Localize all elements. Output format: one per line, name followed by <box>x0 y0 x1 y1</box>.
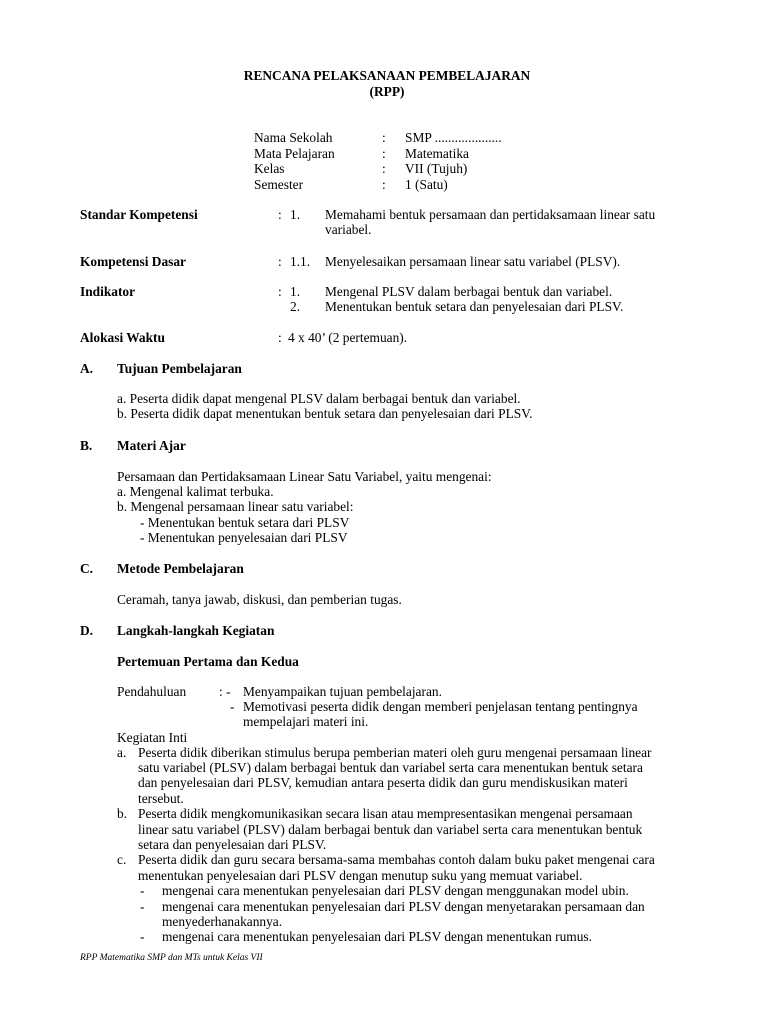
identity-sep: : <box>382 146 386 161</box>
alokasi-text: 4 x 40’ (2 pertemuan). <box>288 330 408 345</box>
alokasi-sep: : <box>278 330 282 345</box>
section-letter: C. <box>80 561 94 576</box>
list-letter: b. <box>117 806 128 821</box>
identity-value: SMP .................... <box>405 130 502 145</box>
indikator-label: Indikator <box>80 284 136 299</box>
section-title: Materi Ajar <box>117 438 186 453</box>
sub-list-item: - Menentukan penyelesaian dari PLSV <box>140 530 348 545</box>
list-item: b. Peserta didik dapat menentukan bentuk setara dan penyelesaian dari PLSV. <box>117 406 533 421</box>
indikator-text: Menentukan bentuk setara dan penyelesaian dari PLSV. <box>325 299 624 314</box>
list-line: Peserta didik mengkomunikasikan secara lisan atau mempresentasikan mengenai persamaan <box>138 806 633 821</box>
identity-label: Kelas <box>254 161 285 176</box>
list-item: b. Mengenal persamaan linear satu variabel: <box>117 499 354 514</box>
kd-text: Menyelesaikan persamaan linear satu variabel (PLSV). <box>325 254 621 269</box>
list-line: Peserta didik dan guru secara bersama-sama membahas contoh dalam buku paket mengenai cara <box>138 852 655 867</box>
list-letter: a. <box>117 745 127 760</box>
section-letter: A. <box>80 361 94 376</box>
kd-label: Kompetensi Dasar <box>80 254 187 269</box>
paragraph: Ceramah, tanya jawab, diskusi, dan pemberian tugas. <box>117 592 402 607</box>
section-subtitle: Pertemuan Pertama dan Kedua <box>117 654 299 669</box>
list-line: tersebut. <box>138 791 184 806</box>
indikator-sep: : <box>278 284 282 299</box>
doc-title: RENCANA PELAKSANAAN PEMBELAJARAN <box>243 68 531 83</box>
identity-sep: : <box>382 177 386 192</box>
list-line: menentukan penyelesaian dari PLSV dengan menutup suku yang memuat variabel. <box>138 868 583 883</box>
kegiatan-inti-label: Kegiatan Inti <box>117 730 188 745</box>
doc-subtitle: (RPP) <box>369 84 405 99</box>
indikator-num: 1. <box>290 284 301 299</box>
pendahuluan-item: Menyampaikan tujuan pembelajaran. <box>243 684 442 699</box>
list-item: a. Mengenal kalimat terbuka. <box>117 484 274 499</box>
section-letter: D. <box>80 623 94 638</box>
pendahuluan-item: Memotivasi peserta didik dengan memberi penjelasan tentang pentingnya <box>243 699 638 714</box>
sk-label: Standar Kompetensi <box>80 207 198 222</box>
pendahuluan-sep: : - <box>219 684 231 699</box>
kd-sep: : <box>278 254 282 269</box>
list-line: setara dan penyelesaian dari PLSV. <box>138 837 327 852</box>
bullet-dash: - <box>140 899 145 914</box>
sk-sep: : <box>278 207 282 222</box>
sk-num: 1. <box>290 207 301 222</box>
page-footer: RPP Matematika SMP dan MTs untuk Kelas VII <box>80 953 263 963</box>
sk-text: variabel. <box>325 222 372 237</box>
bullet-line: mengenai cara menentukan penyelesaian dari PLSV dengan menggunakan model ubin. <box>162 883 629 898</box>
pendahuluan-label: Pendahuluan <box>117 684 187 699</box>
indikator-num: 2. <box>290 299 301 314</box>
identity-value: 1 (Satu) <box>405 177 448 192</box>
alokasi-label: Alokasi Waktu <box>80 330 165 345</box>
kd-num: 1.1. <box>290 254 311 269</box>
identity-value: VII (Tujuh) <box>405 161 468 176</box>
pendahuluan-dash: - <box>230 699 235 714</box>
section-letter: B. <box>80 438 93 453</box>
section-title: Langkah-langkah Kegiatan <box>117 623 275 638</box>
identity-label: Mata Pelajaran <box>254 146 335 161</box>
section-title: Tujuan Pembelajaran <box>117 361 242 376</box>
bullet-line: menyederhanakannya. <box>162 914 283 929</box>
paragraph: Persamaan dan Pertidaksamaan Linear Satu Variabel, yaitu mengenai: <box>117 469 492 484</box>
list-line: dan penyelesaian dari PLSV, kemudian antara peserta didik dan guru mendiskusikan materi <box>138 775 628 790</box>
list-line: satu variabel (PLSV) dalam berbagai bentuk dan variabel serta cara menentukan bentuk setara <box>138 760 643 775</box>
bullet-line: mengenai cara menentukan penyelesaian dari PLSV dengan menyetarakan persamaan dan <box>162 899 645 914</box>
bullet-dash: - <box>140 929 145 944</box>
list-line: Peserta didik diberikan stimulus berupa pemberian materi oleh guru mengenai persamaan linear <box>138 745 652 760</box>
section-title: Metode Pembelajaran <box>117 561 244 576</box>
sub-list-item: - Menentukan bentuk setara dari PLSV <box>140 515 350 530</box>
identity-value: Matematika <box>405 146 469 161</box>
list-letter: c. <box>117 852 127 867</box>
list-line: linear satu variabel (PLSV) dalam berbagai bentuk dan variabel serta cara menentukan bentuk <box>138 822 643 837</box>
identity-label: Nama Sekolah <box>254 130 333 145</box>
bullet-dash: - <box>140 883 145 898</box>
sk-text: Memahami bentuk persamaan dan pertidaksamaan linear satu <box>325 207 656 222</box>
identity-label: Semester <box>254 177 304 192</box>
list-item: a. Peserta didik dapat mengenal PLSV dalam berbagai bentuk dan variabel. <box>117 391 521 406</box>
bullet-line: mengenai cara menentukan penyelesaian dari PLSV dengan menentukan rumus. <box>162 929 592 944</box>
identity-sep: : <box>382 161 386 176</box>
pendahuluan-item: mempelajari materi ini. <box>243 714 369 729</box>
indikator-text: Mengenal PLSV dalam berbagai bentuk dan variabel. <box>325 284 613 299</box>
identity-sep: : <box>382 130 386 145</box>
